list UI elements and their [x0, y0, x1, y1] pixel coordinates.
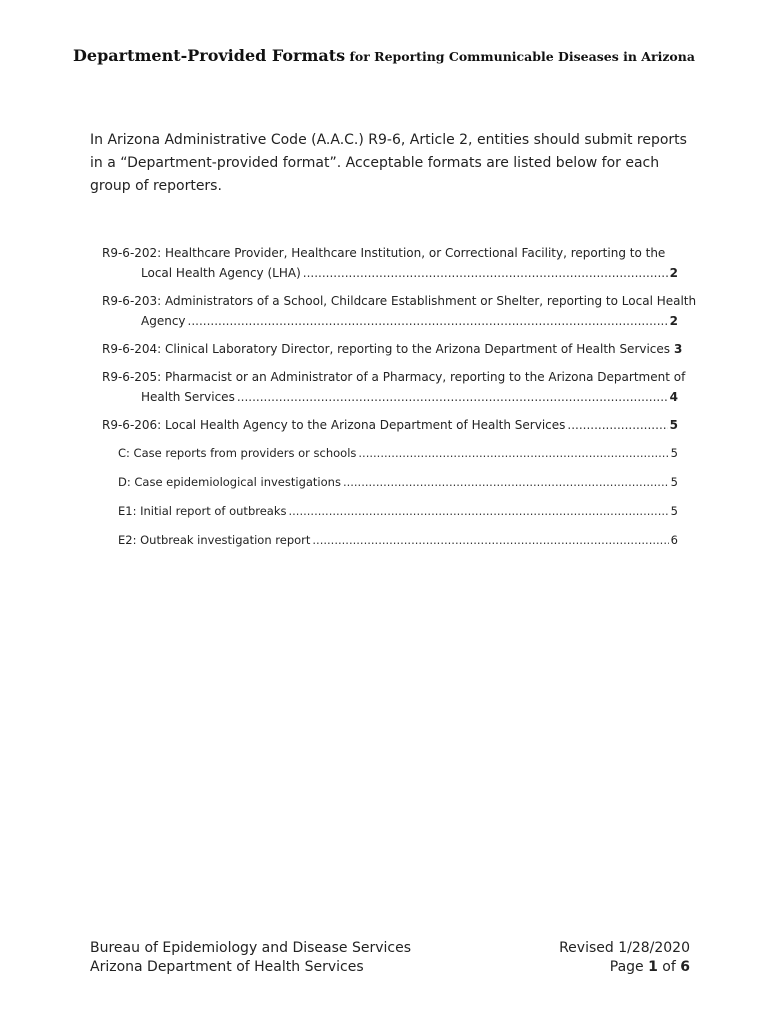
toc-entry-r9-6-204[interactable]	[102, 339, 683, 359]
toc-leader-dots	[358, 443, 668, 463]
page-footer	[90, 939, 690, 977]
toc-leader-dots	[343, 472, 669, 492]
footer-revised-date: Revised 1/28/2020	[559, 940, 690, 956]
toc-entry-r9-6-205[interactable]	[102, 367, 686, 407]
toc-page-number: 5	[670, 446, 678, 460]
toc-entry-text: R9-6-202: Healthcare Provider, Healthcare Institution, or Correctional Facility, reporting to the	[102, 246, 666, 260]
toc-leader-dots	[303, 263, 668, 283]
toc-subentry-text: E2: Outbreak investigation report	[118, 533, 311, 547]
toc-entry-text: Health Services	[141, 390, 235, 404]
table-of-contents	[102, 243, 697, 559]
toc-entry-r9-6-206[interactable]	[102, 415, 678, 435]
toc-entry-r9-6-203[interactable]	[102, 291, 697, 331]
toc-page-number: 6	[670, 533, 678, 547]
toc-page-number: 3	[674, 342, 683, 356]
toc-page-number: 2	[669, 266, 678, 280]
toc-leader-dots	[237, 387, 668, 407]
toc-entry-text: Local Health Agency (LHA)	[141, 266, 301, 280]
toc-entry-text: R9-6-203: Administrators of a School, Childcare Establishment or Shelter, reporting to Local Health	[102, 294, 697, 308]
toc-page-number: 4	[669, 390, 678, 404]
toc-subentry-text: D: Case epidemiological investigations	[118, 475, 341, 489]
toc-subentry-e2[interactable]	[102, 530, 678, 550]
toc-leader-dots	[567, 415, 667, 435]
toc-subentry-e1[interactable]	[102, 501, 678, 521]
toc-page-number: 5	[669, 418, 678, 432]
toc-leader-dots	[312, 530, 668, 550]
footer-page-number: Page 1 of 6	[609, 959, 690, 975]
toc-subentry-c[interactable]	[102, 443, 678, 463]
document-title-rest: for Reporting Communicable Diseases in Arizona	[345, 49, 695, 64]
toc-entry-text: R9-6-205: Pharmacist or an Administrator of a Pharmacy, reporting to the Arizona Department of	[102, 370, 686, 384]
document-title-main: Department-Provided Formats	[73, 46, 346, 65]
toc-page-number: 5	[670, 504, 678, 518]
toc-subentry-d[interactable]	[102, 472, 678, 492]
toc-entry-text: R9-6-206: Local Health Agency to the Arizona Department of Health Services	[102, 418, 566, 432]
toc-entry-text: R9-6-204: Clinical Laboratory Director, reporting to the Arizona Department of Health Services	[102, 342, 671, 356]
footer-department: Arizona Department of Health Services	[90, 959, 364, 975]
toc-page-number: 2	[669, 314, 678, 328]
toc-subentry-text: C: Case reports from providers or schools	[118, 446, 357, 460]
toc-entry-text: Agency	[141, 314, 186, 328]
toc-entry-r9-6-202[interactable]	[102, 243, 678, 283]
toc-page-number: 5	[670, 475, 678, 489]
intro-paragraph: In Arizona Administrative Code (A.A.C.) R9-6, Article 2, entities should submit reports in a “Department-provided format”. Acceptable formats are listed below for each group of reporters.	[90, 132, 687, 194]
toc-subentry-text: E1: Initial report of outbreaks	[118, 504, 287, 518]
document-title	[0, 46, 768, 65]
toc-leader-dots	[188, 311, 668, 331]
footer-bureau: Bureau of Epidemiology and Disease Services	[90, 940, 412, 956]
toc-leader-dots	[289, 501, 669, 521]
